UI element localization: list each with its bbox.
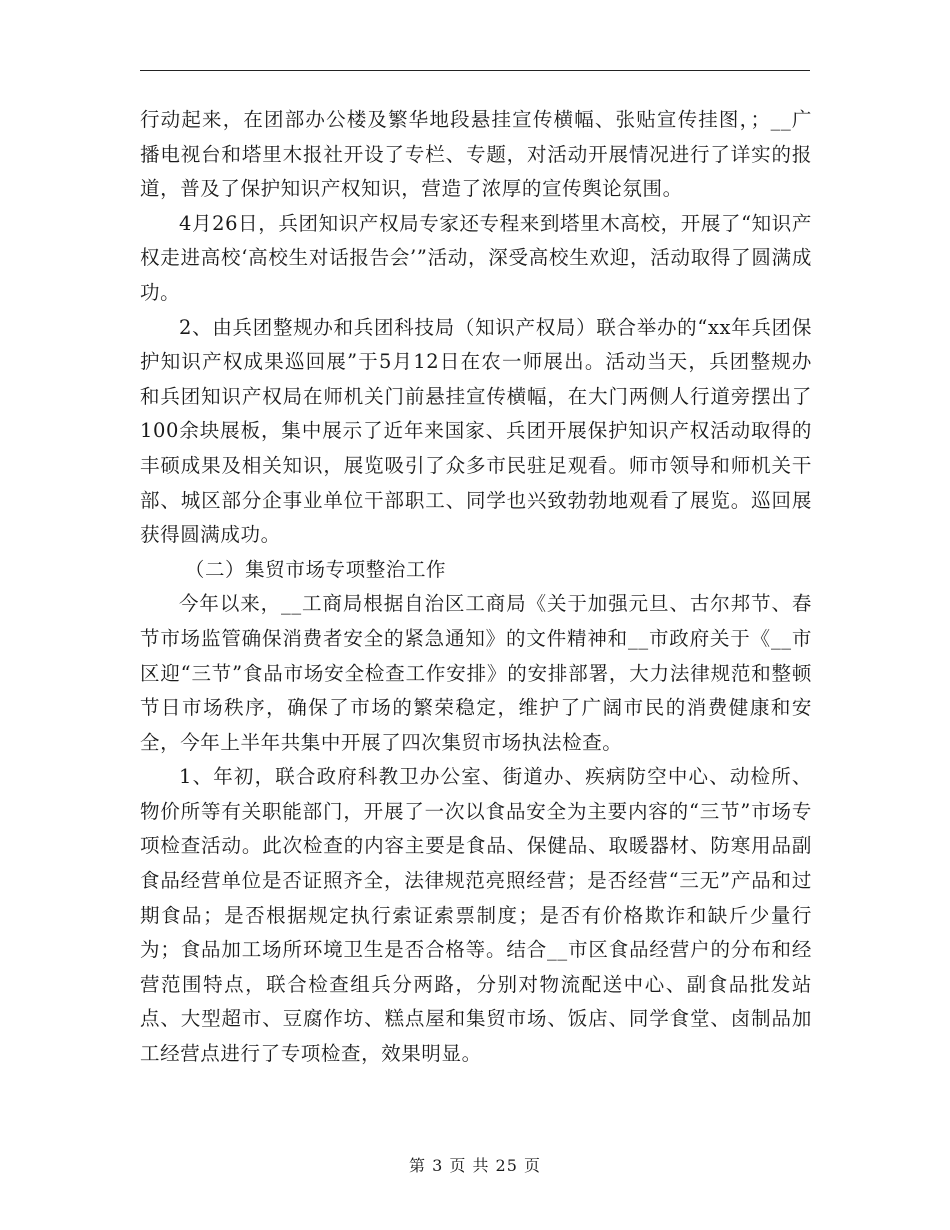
- document-body: [140, 103, 812, 1072]
- page-number-footer: [0, 1153, 950, 1176]
- paragraph-continuation: 行动起来，在团部办公楼及繁华地段悬挂宣传横幅、张贴宣传挂图，；__广播电视台和塔里木报社开设了专栏、专题，对活动开展情况进行了详实的报道，普及了保护知识产权知识，营造了浓厚的宣传舆论氛围。: [140, 108, 812, 201]
- paragraph-april-event: 4月26日，兵团知识产权局专家还专程来到塔里木高校，开展了“知识产权走进高校‘高校生对话报告会’”活动，深受高校生欢迎，活动取得了圆满成功。: [140, 211, 812, 304]
- header-divider: [140, 70, 810, 71]
- paragraph-market-overview: 今年以来，__工商局根据自治区工商局《关于加强元旦、古尔邦节、春节市场监管确保消费者安全的紧急通知》的文件精神和__市政府关于《__市区迎“三节”食品市场安全检查工作安排》的安排部署，大力法律规范和整顿节日市场秩序，确保了市场的繁荣稳定，维护了广阔市民的消费健康和安全，今年上半年共集中开展了四次集贸市场执法检查。: [140, 592, 812, 754]
- paragraph-inspection: 1、年初，联合政府科教卫办公室、街道办、疾病防空中心、动检所、物价所等有关职能部门，开展了一次以食品安全为主要内容的“三节”市场专项检查活动。此次检查的内容主要是食品、保健品、取暖器材、防寒用品副食品经营单位是否证照齐全，法律规范亮照经营；是否经营“三无”产品和过期食品；是否根据规定执行索证索票制度；是否有价格欺诈和缺斤少量行为；食品加工场所环境卫生是否合格等。结合__市区食品经营户的分布和经营范围特点，联合检查组兵分两路，分别对物流配送中心、副食品批发站点、大型超市、豆腐作坊、糕点屋和集贸市场、饭店、同学食堂、卤制品加工经营点进行了专项检查，效果明显。: [140, 765, 812, 1066]
- section-heading: （二）集贸市场专项整治工作: [184, 557, 447, 581]
- paragraph-exhibition: 2、由兵团整规办和兵团科技局（知识产权局）联合举办的“xx年兵团保护知识产权成果巡回展”于5月12日在农一师展出。活动当天，兵团整规办和兵团知识产权局在师机关门前悬挂宣传横幅，在大门两侧人行道旁摆出了100余块展板，集中展示了近年来国家、兵团开展保护知识产权活动取得的丰硕成果及相关知识，展览吸引了众多市民驻足观看。师市领导和师机关干部、城区部分企事业单位干部职工、同学也兴致勃勃地观看了展览。巡回展获得圆满成功。: [140, 315, 812, 547]
- page-number: 第 3 页 共 25 页: [409, 1156, 541, 1175]
